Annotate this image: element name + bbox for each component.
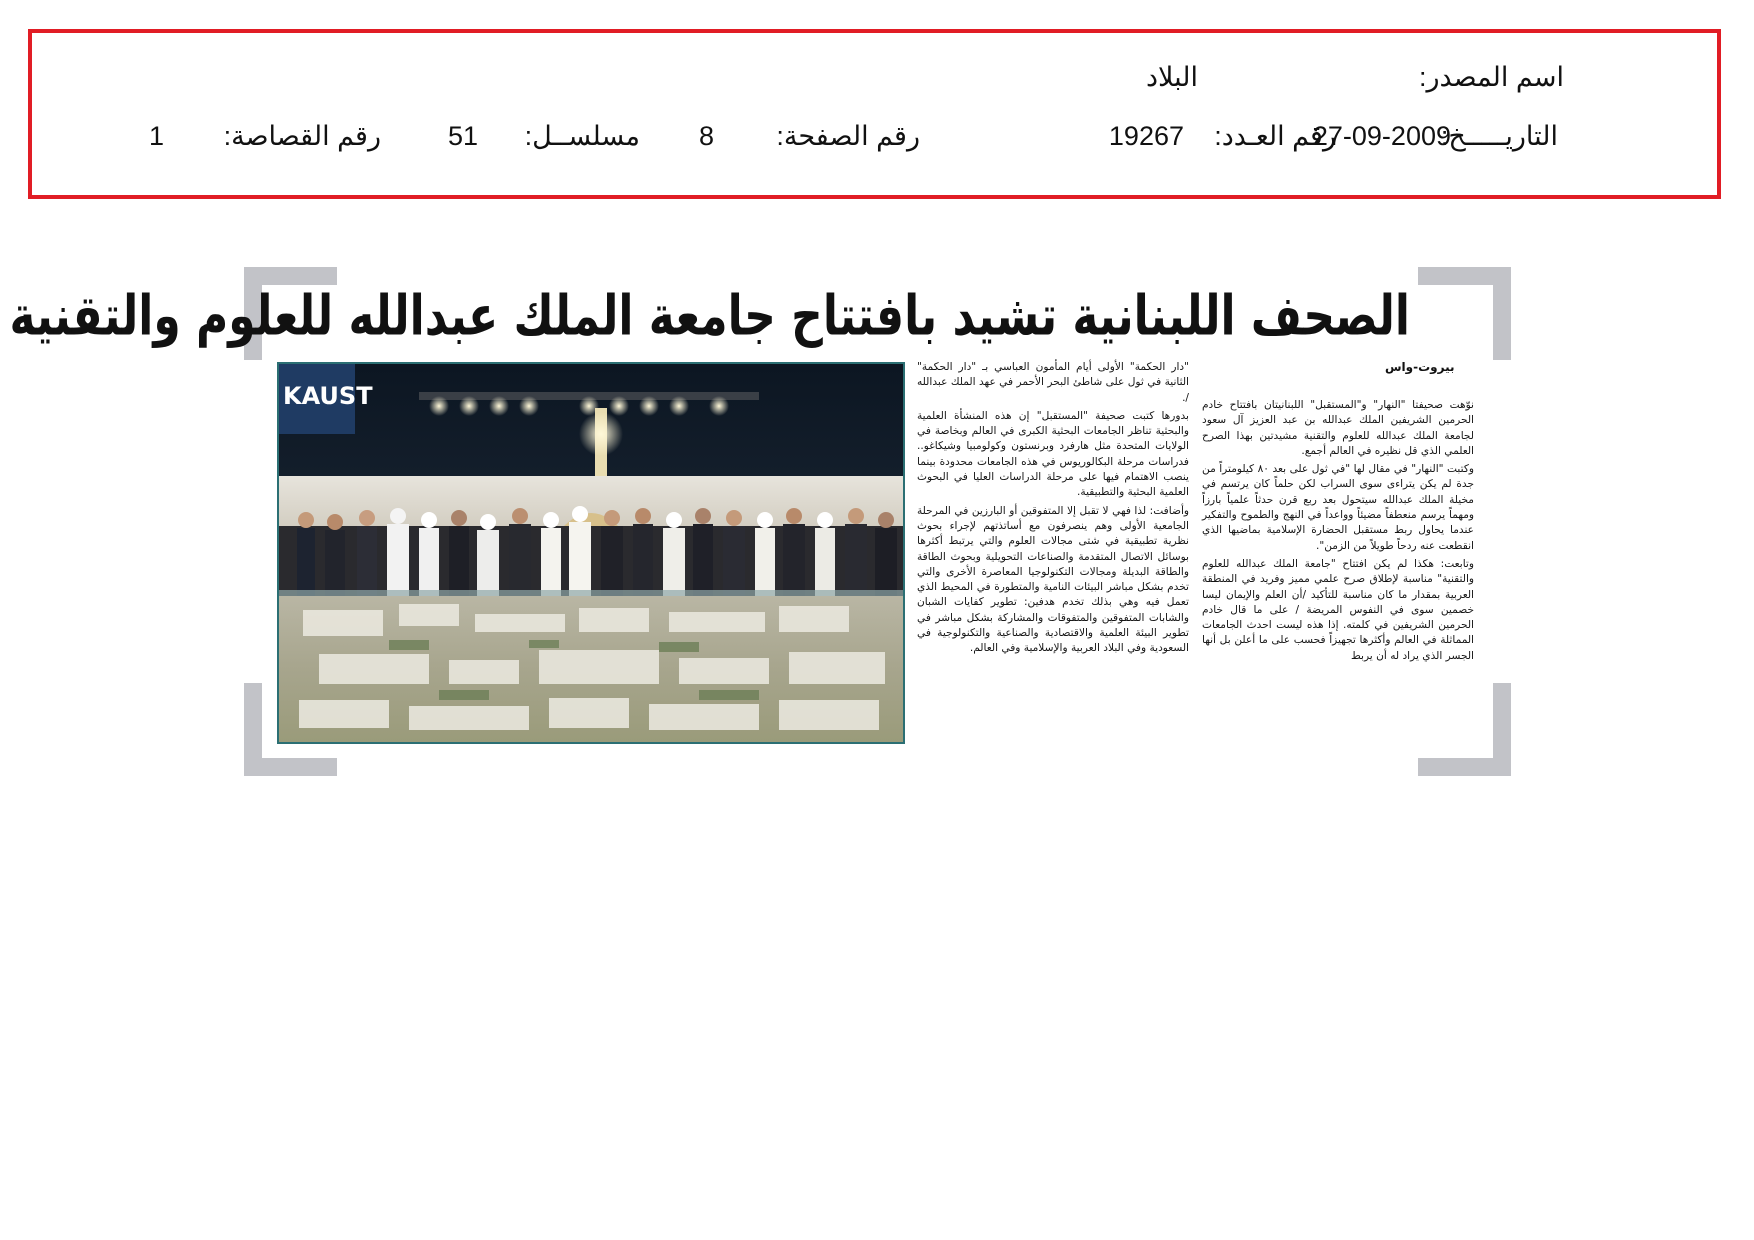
clip-number-label: رقم القصاصة: bbox=[223, 121, 381, 151]
paragraph: وأضافت: لذا فهي لا تقبل إلا المتفوقين أو البارزين في المرحلة الجامعية الأولى وهم ينصرفون مع أساتذتهم لإجراء بحوث نظرية تطبيقية في شتى مجالات العلوم والتي يرتبط أكثرها بوسائل الاتصال المتقدمة والصناعات التحويلية وبحوث الطاقة والطاقة البديلة ومجالات التكنولوجيا المعاصرة الأخرى والتي تخدم بشكل مباشر البيئات النامية والمتطورة في المحيط الذي تعمل فيه وهي بذلك تخدم هدفين: تطوير كفايات الشبان والشابات المتفوقين والمتفوقات والمشاركة بشكل مباشر في تطوير البيئة العلمية والاقتصادية والصناعية والتكنولوجية في السعودية وفي البلاد العربية والإسلامية وفي العالم. bbox=[917, 504, 1189, 655]
corner-bottom-right-v bbox=[1493, 683, 1511, 776]
source-value: البلاد bbox=[1145, 62, 1198, 92]
source-label: اسم المصدر: bbox=[1418, 62, 1564, 92]
paragraph: وكتبت "النهار" في مقال لها "في ثول على بعد ٨٠ كيلومتراً من جدة لم يكن يتراءى سوى السراب لكن حلماً كان يرتسم في مخيلة الملك عبدالله سيتحول بعد ربع قرن حدثاً علمياً بارزاً ومهماً يرسم منعطفاً مضيئاً وواعداً في النهج والطموح والتفكير عندما يحاول ربط مستقبل الحضارة الإسلامية بماضيها الذي انقطعت عنه ردحاً طويلاً من الزمن". bbox=[1202, 463, 1474, 552]
issue-label: رقم العـدد: bbox=[1214, 121, 1336, 151]
article-photo bbox=[277, 362, 905, 744]
photo-sign-text: KAUST bbox=[283, 382, 373, 410]
paragraph: "دار الحكمة" الأولى أيام المأمون العباسي بـ "دار الحكمة" الثانية في ثول على شاطئ البحر الأحمر في عهد الملك عبدالله /. bbox=[917, 361, 1189, 404]
page-value: 8 bbox=[698, 121, 714, 151]
date-value: 27-09-2009 bbox=[1312, 121, 1451, 151]
paragraph: وتابعت: هكذا لم يكن افتتاح "جامعة الملك عبدالله للعلوم والتقنية" مناسبة لإطلاق صرح علمي مميز وفريد في المنطقة العربية بمقدار ما كان مناسبة للتأكيد /أن العلم والإيمان ليسا خصمين سوى في النفوس المريضة / على ما قال خادم الحرمين الشريفين في كلمته. إذا هذه ليست احدث الجامعات المماثلة في العالم وأكثرها تجهيزاً فحسب على ما أعلن بل أنها الجسر الذي يراد له أن يربط bbox=[1202, 557, 1474, 662]
paragraph: نوّهت صحيفتا "النهار" و"المستقبل" اللبنانيتان بافتتاح خادم الحرمين الشريفين الملك عبدالله بن عبد العزيز آل سعود لجامعة الملك عبدالله للعلوم والتقنية مشيدتين بهذا الصرح العلمي الذي قل نظيره في العالم أجمع. bbox=[1202, 399, 1474, 457]
corner-bottom-left-v bbox=[244, 683, 262, 776]
issue-value: 19267 bbox=[1108, 121, 1184, 151]
article-dateline: بيروت-واس bbox=[1385, 360, 1455, 374]
date-label: التاريـــــخ: bbox=[1440, 121, 1558, 151]
corner-top-right-v bbox=[1493, 267, 1511, 360]
article-column-middle bbox=[917, 360, 1189, 660]
serial-value: 51 bbox=[447, 121, 478, 151]
article-headline: الصحف اللبنانية تشيد بافتتاح جامعة الملك عبدالله للعلوم والتقنية bbox=[9, 284, 1410, 349]
page-label: رقم الصفحة: bbox=[776, 121, 920, 151]
article-column-right bbox=[1202, 398, 1474, 667]
clip-number-value: 1 bbox=[148, 121, 164, 151]
serial-label: مسلســل: bbox=[524, 121, 640, 151]
clipping-info-box bbox=[28, 29, 1721, 199]
paragraph: بدورها كتبت صحيفة "المستقبل" إن هذه المنشأة العلمية والبحثية تناظر الجامعات البحثية الكبرى في العالم وبخاصة في الولايات المتحدة مثل هارفرد وبرنستون وكولومبيا وشيكاغو.. فدراسات مرحلة البكالوريوس في هذه الجامعات محدودة بينما ينصب الاهتمام فيها على مرحلة الدراسات العليا في البحوث العلمية البحثية والتطبيقية. bbox=[917, 409, 1189, 499]
